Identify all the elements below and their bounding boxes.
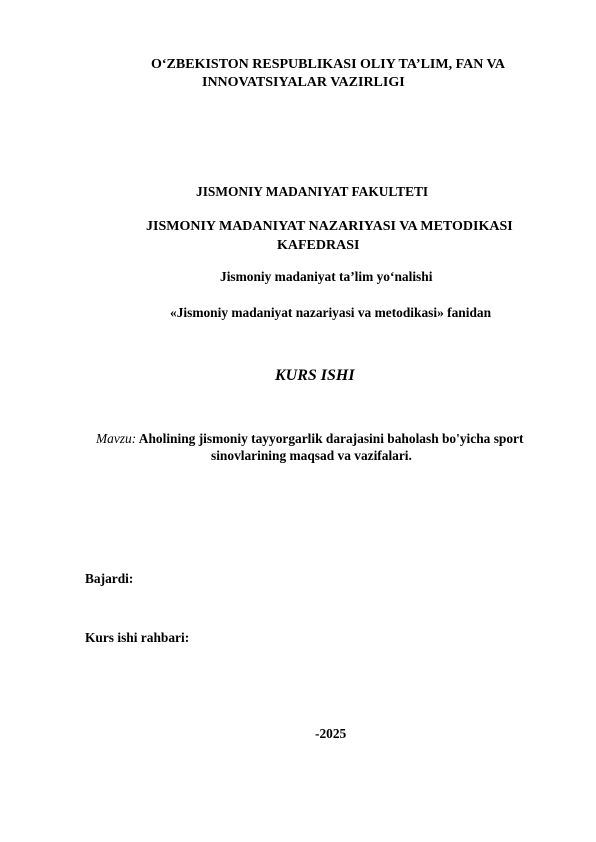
document-type-title: KURS ISHI <box>275 367 355 384</box>
department-line-1: JISMONIY MADANIYAT NAZARIYASI VA METODIKASI <box>146 219 513 234</box>
department-line-2: KAFEDRASI <box>277 238 360 253</box>
topic-line-1 <box>96 432 523 445</box>
author-label: Bajardi: <box>85 571 134 586</box>
topic-line-2: sinovlarining maqsad va vazifalari. <box>211 448 412 463</box>
study-direction: Jismoniy madaniyat ta’lim yo‘nalishi <box>220 269 433 284</box>
faculty-name: JISMONIY MADANIYAT FAKULTETI <box>196 184 429 199</box>
topic-text-1: Aholining jismoniy tayyorgarlik darajasini baholash bo'yicha sport <box>136 431 524 446</box>
topic-label: Mavzu <box>96 431 132 446</box>
topic-separator: : <box>131 431 137 446</box>
ministry-line-1: O‘ZBEKISTON RESPUBLIKASI OLIY TA’LIM, FAN VA <box>151 57 505 72</box>
supervisor-label: Kurs ishi rahbari: <box>85 630 190 645</box>
year: -2025 <box>315 726 347 741</box>
ministry-line-2: INNOVATSIYALAR VAZIRLIGI <box>202 75 405 90</box>
subject-name: «Jismoniy madaniyat nazariyasi va metodikasi» fanidan <box>170 305 492 320</box>
